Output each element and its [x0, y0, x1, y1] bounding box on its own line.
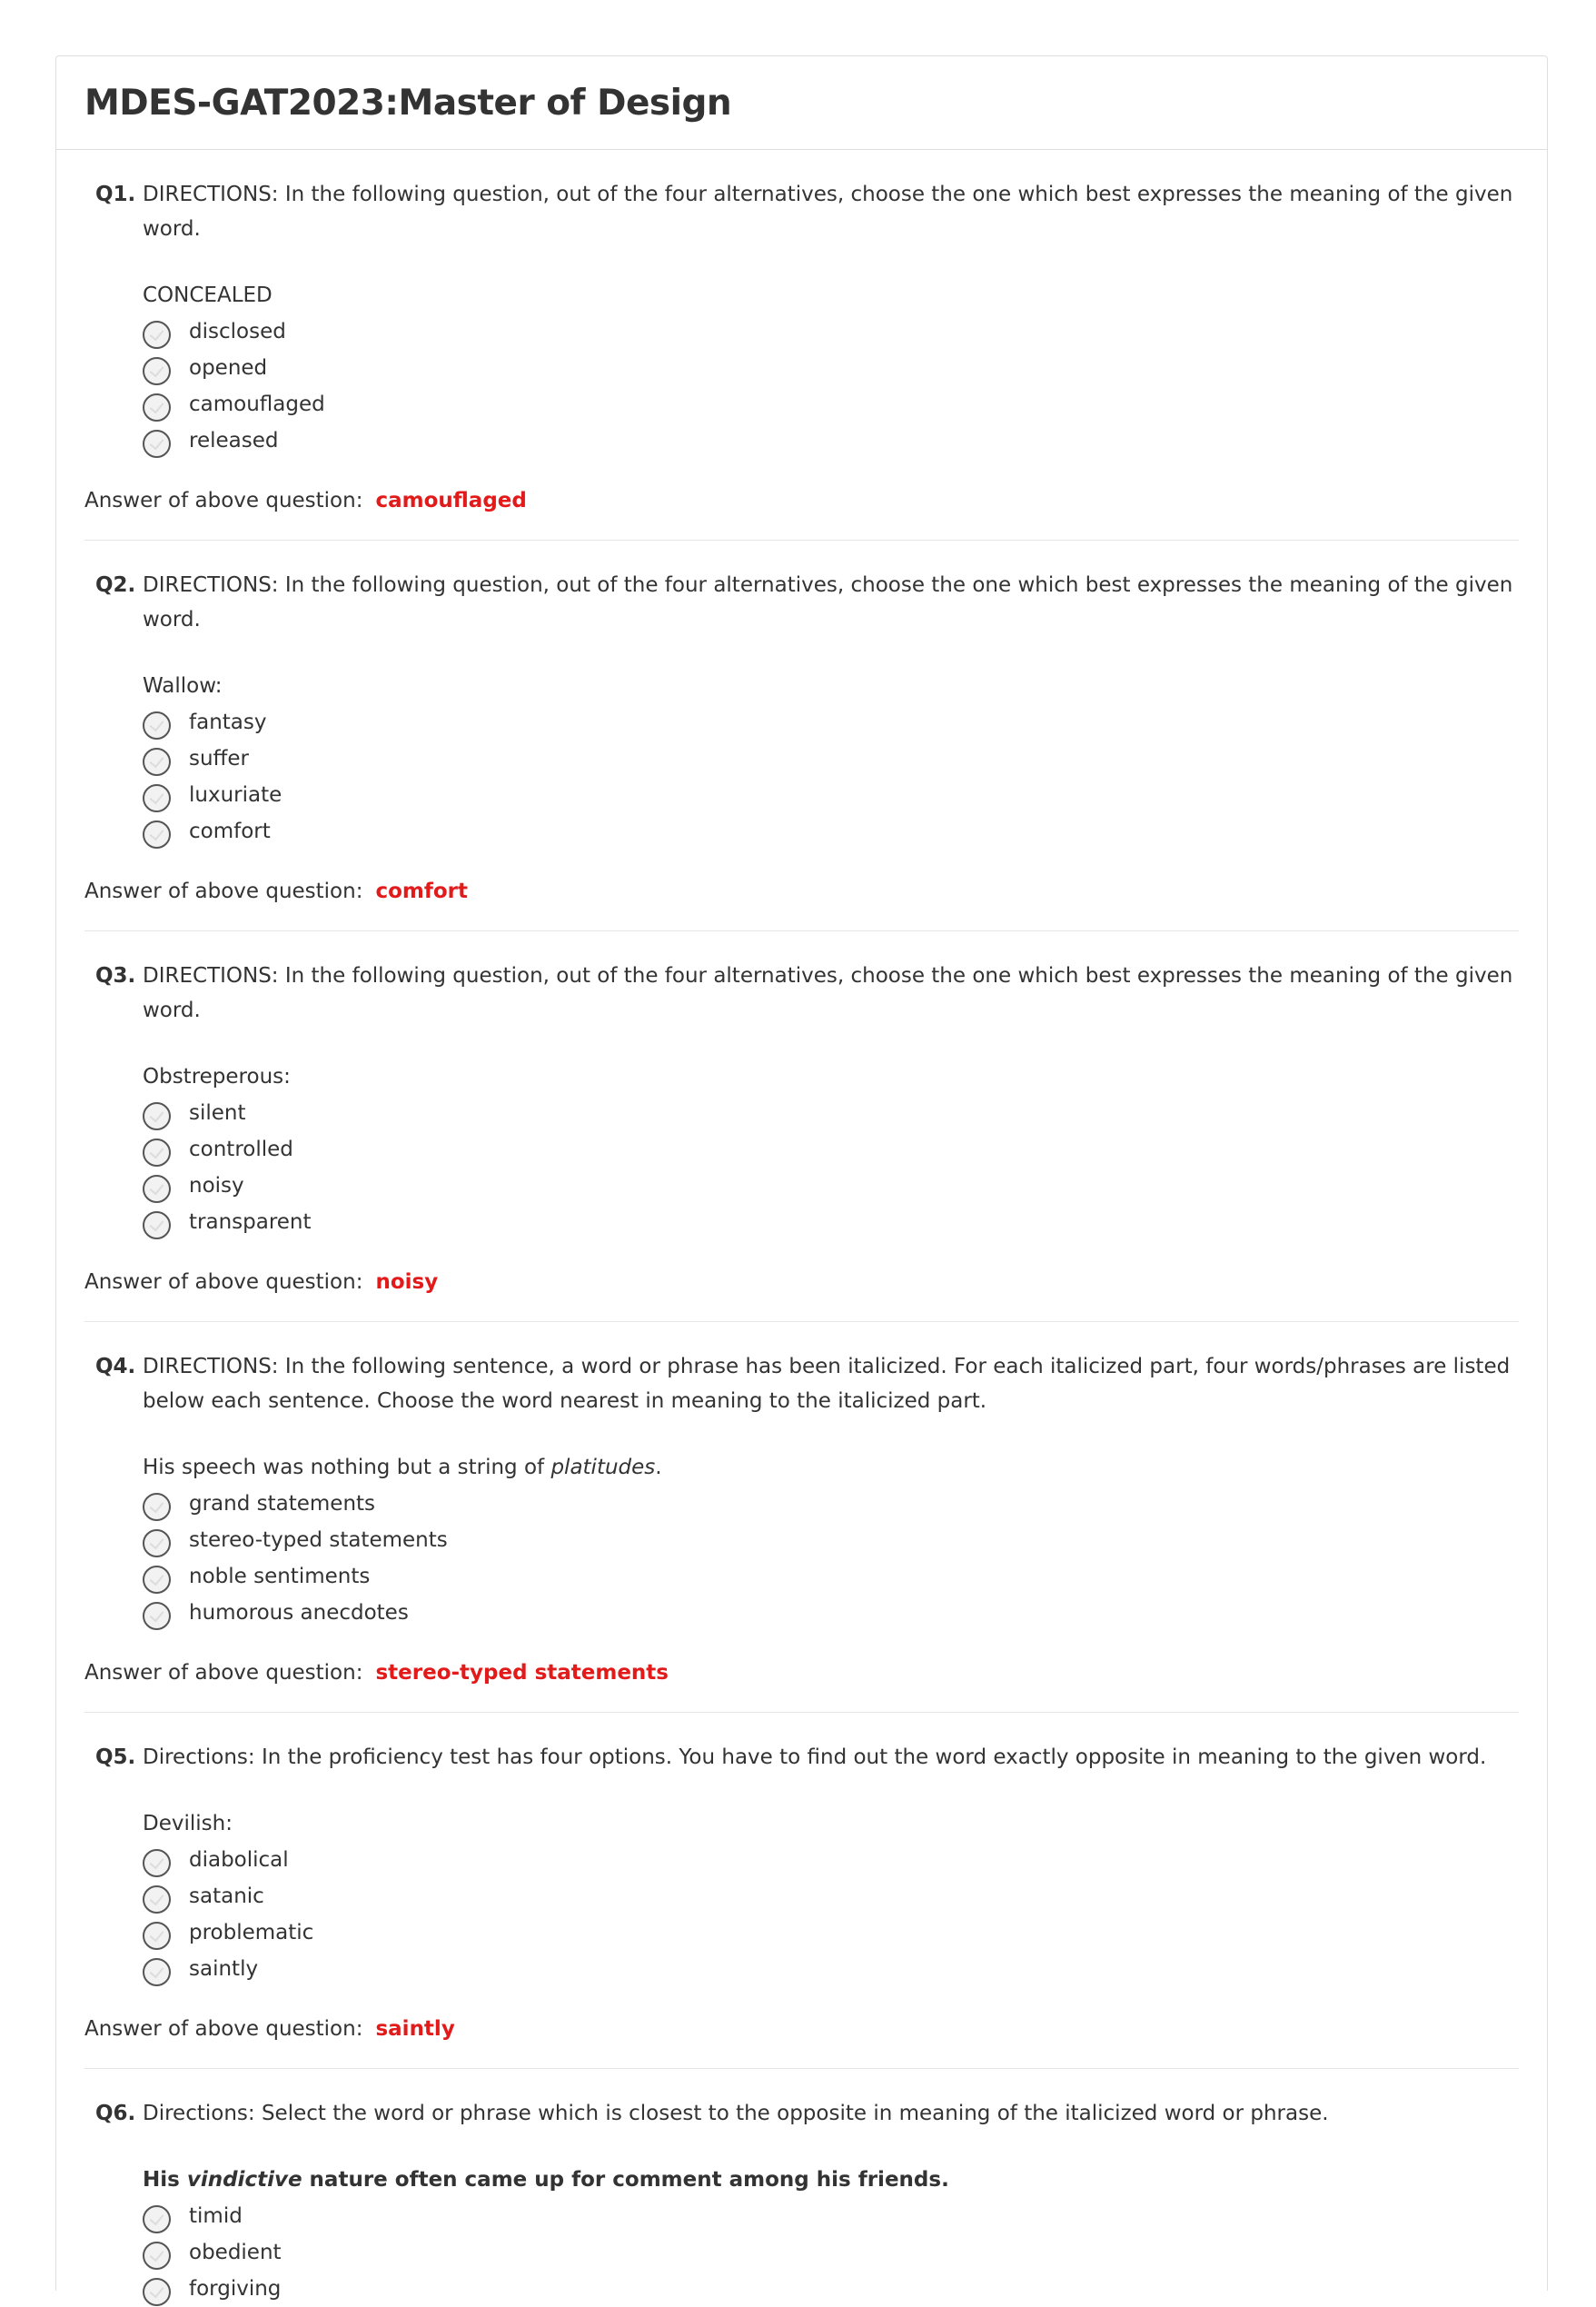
radio-button-icon[interactable] [143, 393, 171, 422]
option[interactable] [143, 2198, 1519, 2234]
option-label: forgiving [189, 2277, 282, 2301]
radio-button-icon[interactable] [143, 1529, 171, 1557]
option-label: luxuriate [189, 783, 283, 807]
option[interactable] [143, 423, 1519, 459]
question-number: Q1. [95, 183, 136, 206]
option[interactable] [143, 1878, 1519, 1914]
radio-button-icon[interactable] [143, 430, 171, 458]
option[interactable] [143, 313, 1519, 350]
option[interactable] [143, 741, 1519, 777]
option-label: noisy [189, 1174, 244, 1198]
question-number: Q4. [95, 1355, 136, 1378]
answer-value: camouflaged [375, 489, 527, 512]
option[interactable] [143, 386, 1519, 423]
question-body [143, 1805, 1519, 1987]
question-block [84, 541, 1519, 931]
question-number: Q6. [95, 2102, 136, 2125]
answer-value: saintly [375, 2017, 455, 2041]
radio-button-icon[interactable] [143, 1211, 171, 1239]
option[interactable] [143, 2234, 1519, 2271]
option-label: camouflaged [189, 393, 325, 416]
radio-button-icon[interactable] [143, 357, 171, 385]
option-label: disclosed [189, 320, 286, 343]
page-title: MDES-GAT2023:Master of Design [84, 82, 732, 124]
option-label: comfort [189, 820, 271, 843]
option-label: humorous anecdotes [189, 1601, 409, 1625]
option-label: stereo-typed statements [189, 1528, 448, 1552]
radio-button-icon[interactable] [143, 711, 171, 740]
radio-button-icon[interactable] [143, 1922, 171, 1950]
question-block [84, 931, 1519, 1322]
italicized-word: platitudes [550, 1456, 656, 1479]
option-label: problematic [189, 1921, 314, 1944]
option-label: grand statements [189, 1492, 376, 1516]
option[interactable] [143, 1131, 1519, 1168]
option-label: transparent [189, 1210, 312, 1234]
question-text: DIRECTIONS: In the following question, out of the four alternatives, choose the one which best expresses the meaning of the given word. [143, 964, 1513, 1022]
option-label: opened [189, 356, 268, 380]
question-prompt: His vindictive nature often came up for comment among his friends. [143, 2168, 949, 2192]
option[interactable] [143, 813, 1519, 850]
question-header [84, 1713, 1519, 1775]
option[interactable] [143, 1095, 1519, 1131]
answer-row [84, 483, 1519, 540]
radio-button-icon[interactable] [143, 2205, 171, 2233]
radio-button-icon[interactable] [143, 2278, 171, 2306]
option-label: timid [189, 2204, 243, 2228]
question-body [143, 1059, 1519, 1240]
radio-button-icon[interactable] [143, 784, 171, 812]
radio-button-icon[interactable] [143, 748, 171, 776]
radio-button-icon[interactable] [143, 1958, 171, 1986]
italicized-word: vindictive [186, 2168, 302, 2192]
question-text: DIRECTIONS: In the following sentence, a word or phrase has been italicized. For each italicized part, four words/phrases are listed below each sentence. Choose the word nearest in meaning to the italicized part. [143, 1355, 1511, 1413]
answer-label: Answer of above question: [84, 1270, 363, 1294]
option[interactable] [143, 2271, 1519, 2307]
option[interactable] [143, 1168, 1519, 1204]
question-header [84, 931, 1519, 1028]
question-text: DIRECTIONS: In the following question, out of the four alternatives, choose the one which best expresses the meaning of the given word. [143, 573, 1513, 631]
option-label: suffer [189, 747, 250, 771]
option[interactable] [143, 1558, 1519, 1595]
question-prompt: Wallow: [143, 674, 223, 698]
question-block [84, 1322, 1519, 1713]
radio-button-icon[interactable] [143, 1493, 171, 1521]
question-body [143, 668, 1519, 850]
question-text: DIRECTIONS: In the following question, out of the four alternatives, choose the one which best expresses the meaning of the given word. [143, 183, 1513, 241]
radio-button-icon[interactable] [143, 1102, 171, 1130]
answer-row [84, 2012, 1519, 2068]
option[interactable] [143, 1914, 1519, 1951]
answer-label: Answer of above question: [84, 1661, 363, 1685]
answer-label: Answer of above question: [84, 2017, 363, 2041]
question-text: Directions: Select the word or phrase which is closest to the opposite in meaning of the italicized word or phrase. [143, 2102, 1329, 2125]
question-header [84, 2069, 1519, 2131]
option[interactable] [143, 1522, 1519, 1558]
question-block [84, 2069, 1519, 2307]
radio-button-icon[interactable] [143, 2242, 171, 2270]
option[interactable] [143, 1204, 1519, 1240]
option-label: satanic [189, 1884, 264, 1908]
answer-label: Answer of above question: [84, 880, 363, 903]
question-header [84, 1322, 1519, 1418]
question-number: Q3. [95, 964, 136, 988]
radio-button-icon[interactable] [143, 321, 171, 349]
answer-row [84, 1656, 1519, 1712]
option-label: controlled [189, 1138, 293, 1161]
question-text: Directions: In the proficiency test has four options. You have to find out the word exactly opposite in meaning to the given word. [143, 1745, 1487, 1769]
option[interactable] [143, 350, 1519, 386]
question-body [143, 1449, 1519, 1631]
option-label: silent [189, 1101, 246, 1125]
radio-button-icon[interactable] [143, 820, 171, 849]
answer-value: comfort [375, 880, 469, 903]
question-prompt: Obstreperous: [143, 1065, 291, 1089]
question-prompt: His speech was nothing but a string of platitudes. [143, 1456, 662, 1479]
question-number: Q2. [95, 573, 136, 597]
option-label: saintly [189, 1957, 259, 1981]
option[interactable] [143, 1486, 1519, 1522]
answer-value: stereo-typed statements [375, 1661, 669, 1685]
option[interactable] [143, 1842, 1519, 1878]
radio-button-icon[interactable] [143, 1566, 171, 1594]
question-block [84, 150, 1519, 541]
radio-button-icon[interactable] [143, 1139, 171, 1167]
question-body [143, 2162, 1519, 2307]
question-header [84, 150, 1519, 246]
option[interactable] [143, 1951, 1519, 1987]
option-label: fantasy [189, 711, 267, 734]
question-prompt: CONCEALED [143, 283, 273, 307]
answer-value: noisy [375, 1270, 439, 1294]
option-label: diabolical [189, 1848, 289, 1872]
option[interactable] [143, 1595, 1519, 1631]
question-header [84, 541, 1519, 637]
question-number: Q5. [95, 1745, 136, 1769]
answer-row [84, 1265, 1519, 1321]
option-label: released [189, 429, 279, 452]
option[interactable] [143, 777, 1519, 813]
radio-button-icon[interactable] [143, 1885, 171, 1914]
question-block [84, 1713, 1519, 2069]
radio-button-icon[interactable] [143, 1175, 171, 1203]
question-paper-card [55, 55, 1548, 2301]
option[interactable] [143, 704, 1519, 741]
option-label: obedient [189, 2241, 282, 2264]
answer-row [84, 874, 1519, 930]
card-header [56, 56, 1547, 150]
radio-button-icon[interactable] [143, 1849, 171, 1877]
question-prompt: Devilish: [143, 1812, 233, 1835]
question-body [143, 277, 1519, 459]
option-label: noble sentiments [189, 1565, 371, 1588]
radio-button-icon[interactable] [143, 1602, 171, 1630]
answer-label: Answer of above question: [84, 489, 363, 512]
question-list [56, 150, 1547, 2307]
